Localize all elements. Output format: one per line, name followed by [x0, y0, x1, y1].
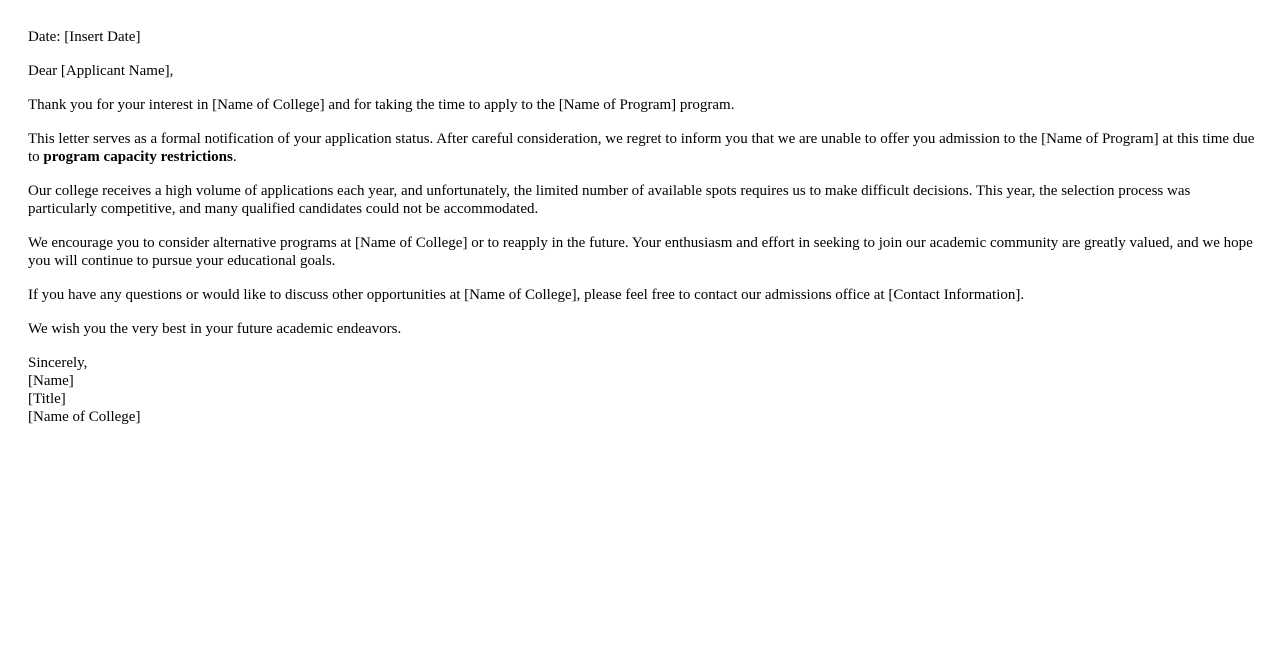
notification-text-before: This letter serves as a formal notification of your application status. After careful consideration, we regret to inform you that we are unable to offer you admission to the [Name of Program] at this time due to: [28, 131, 1255, 165]
signature-closing: Sincerely,: [28, 355, 88, 371]
date-line: Date: [Insert Date]: [28, 29, 141, 45]
paragraph-notification: [28, 130, 1256, 166]
paragraph-volume: Our college receives a high volume of applications each year, and unfortunately, the limited number of available spots requires us to make difficult decisions. This year, the selection process was particularly competitive, and many qualified candidates could not be accommodated.: [28, 183, 1191, 217]
signature-name: [Name]: [28, 373, 74, 389]
signature-block: [28, 354, 1256, 426]
paragraph-contact: If you have any questions or would like to discuss other opportunities at [Name of College], please feel free to contact our admissions office at [Contact Information].: [28, 287, 1025, 303]
paragraph-wishes: We wish you the very best in your future academic endeavors.: [28, 321, 402, 337]
paragraph-thanks: Thank you for your interest in [Name of College] and for taking the time to apply to the [Name of Program] program.: [28, 97, 735, 113]
signature-title: [Title]: [28, 391, 66, 407]
signature-college: [Name of College]: [28, 409, 141, 425]
paragraph-encourage: We encourage you to consider alternative programs at [Name of College] or to reapply in the future. Your enthusiasm and effort in seeking to join our academic community are greatly valued, and we hope you will continue to pursue your educational goals.: [28, 235, 1253, 269]
notification-text-after: .: [232, 149, 237, 165]
notification-emphasis: program capacity restrictions: [43, 149, 233, 165]
letter: [28, 28, 1256, 442]
salutation: Dear [Applicant Name],: [28, 63, 174, 79]
